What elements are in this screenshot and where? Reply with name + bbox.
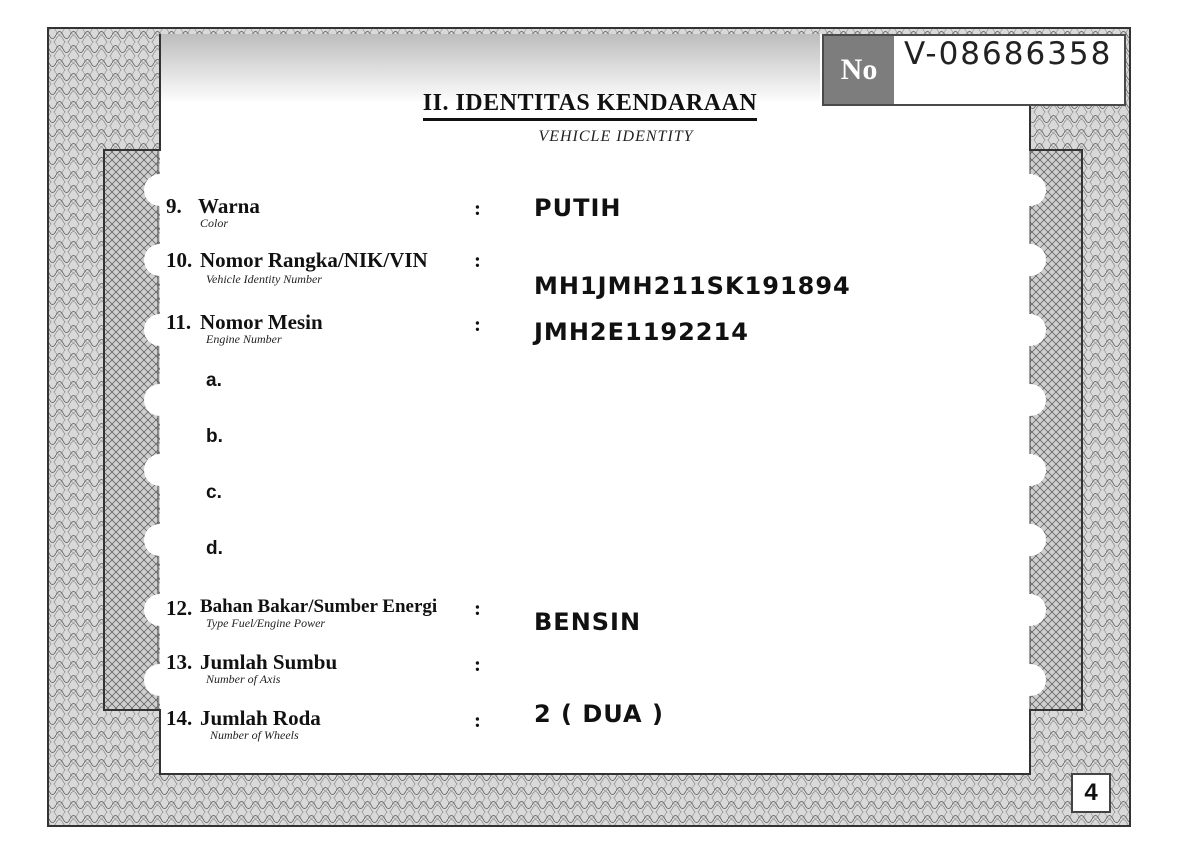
section-subtitle: VEHICLE IDENTITY: [538, 128, 694, 145]
field-label-wheels: Jumlah Roda: [200, 706, 321, 730]
field-sublabel-color: Color: [200, 216, 229, 230]
field-number-engine: 11.: [166, 310, 192, 334]
field-label-engine: Nomor Mesin: [200, 310, 323, 334]
field-label-fuel: Bahan Bakar/Sumber Energi: [200, 596, 438, 617]
section-title: II. IDENTITAS KENDARAAN: [380, 90, 800, 117]
document-number-box: [822, 34, 1126, 106]
field-number-color: 9.: [166, 194, 182, 218]
field-value-vin: MH1JMH211SK191894: [534, 272, 851, 300]
sub-item-a: a.: [206, 370, 222, 391]
field-sublabel-wheels: Number of Wheels: [210, 728, 299, 742]
field-sublabel-fuel: Type Fuel/Engine Power: [206, 616, 326, 630]
field-colon: :: [474, 312, 481, 336]
field-colon: :: [474, 248, 481, 272]
field-value-wheels: 2 ( DUA ): [534, 700, 664, 728]
field-number-vin: 10.: [166, 248, 193, 272]
field-number-wheels: 14.: [166, 706, 193, 730]
field-colon: :: [474, 652, 481, 676]
field-label-vin: Nomor Rangka/NIK/VIN: [200, 248, 428, 272]
field-value-color: PUTIH: [534, 194, 622, 222]
field-value-fuel: BENSIN: [534, 608, 642, 636]
field-sublabel-axis: Number of Axis: [206, 672, 281, 686]
document-number-value: V-08686358: [904, 36, 1113, 72]
field-label-axis: Jumlah Sumbu: [200, 650, 338, 674]
field-number-axis: 13.: [166, 650, 193, 674]
field-sublabel-vin: Vehicle Identity Number: [206, 272, 322, 286]
sub-item-d: d.: [206, 538, 223, 559]
field-number-fuel: 12.: [166, 596, 193, 620]
field-sublabel-engine: Engine Number: [206, 332, 282, 346]
sub-item-b: b.: [206, 426, 223, 447]
field-value-engine: JMH2E1192214: [534, 318, 749, 346]
page-number: 4: [1071, 773, 1111, 813]
field-colon: :: [474, 596, 481, 620]
field-label-color: Warna: [198, 194, 260, 218]
document-number-prefix: No: [824, 36, 894, 104]
sub-item-c: c.: [206, 482, 222, 503]
field-colon: :: [474, 196, 481, 220]
field-colon: :: [474, 708, 481, 732]
